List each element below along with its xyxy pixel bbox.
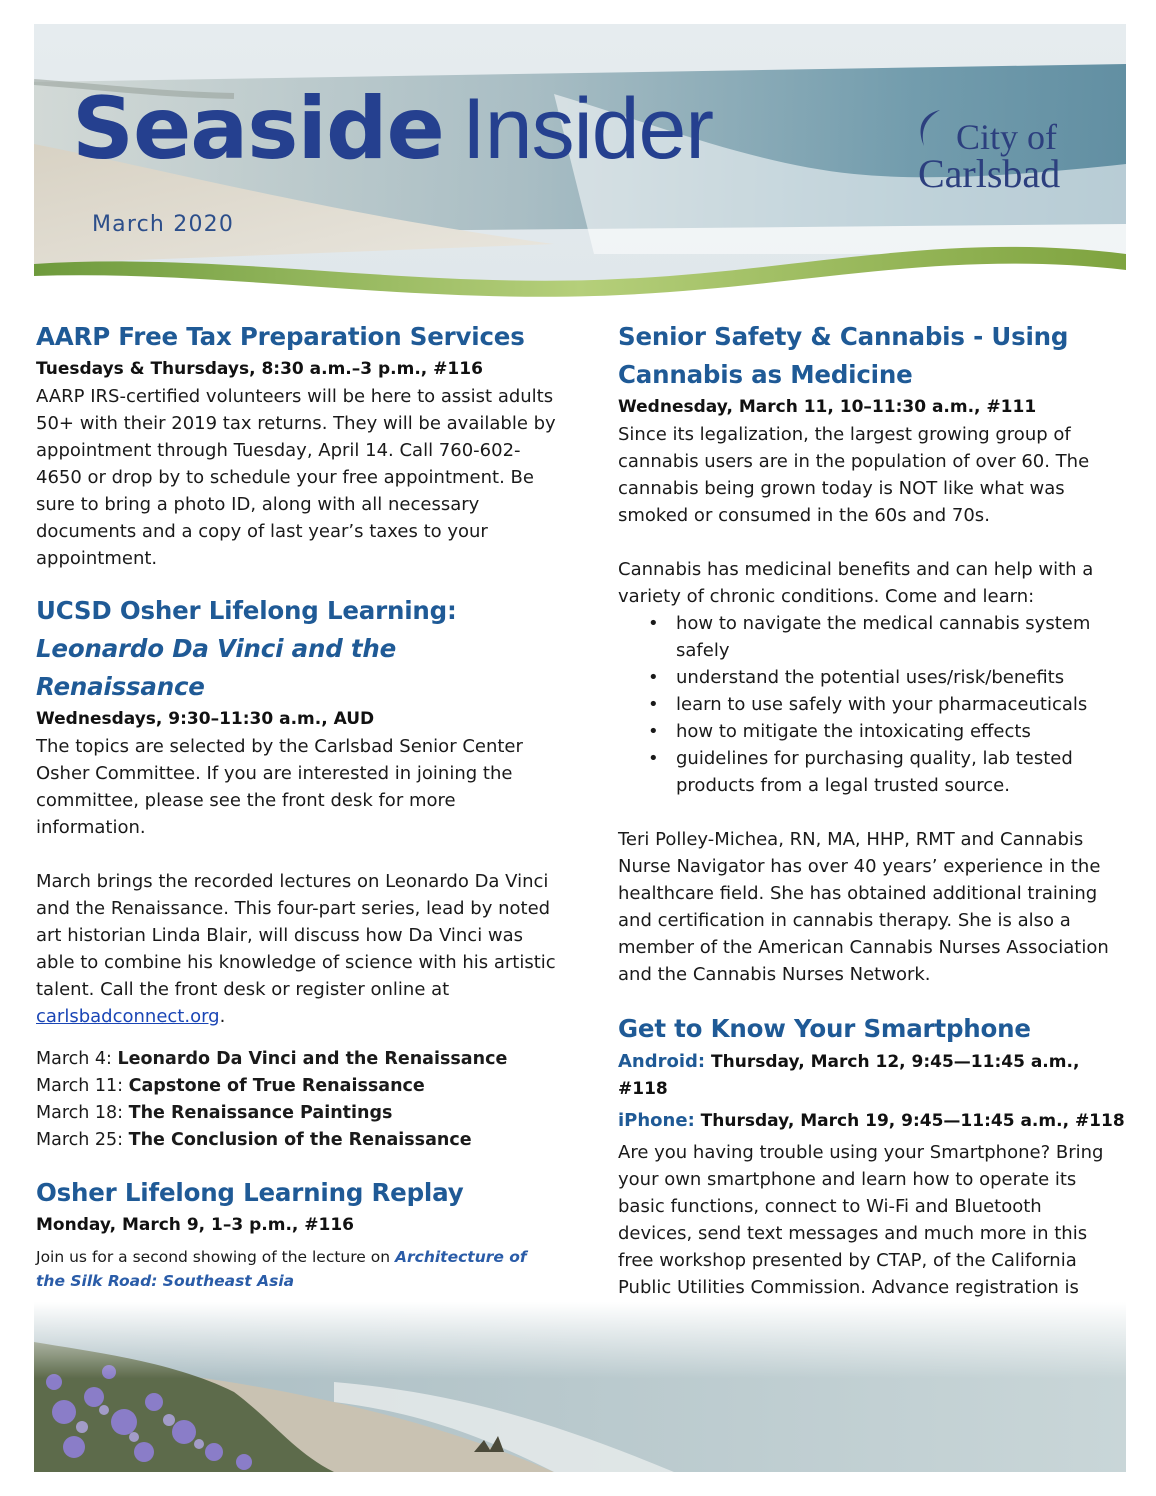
replay-heading: Osher Lifelong Learning Replay bbox=[36, 1178, 464, 1207]
header-banner bbox=[34, 24, 1126, 330]
iphone-label: iPhone: bbox=[618, 1110, 695, 1131]
masthead-title bbox=[72, 79, 713, 179]
osher-body-1: The topics are selected by the Carlsbad Senior Center Osher Committee. If you are interested in joining the committee, please see the front desk for more information. bbox=[36, 736, 523, 838]
city-logo bbox=[914, 108, 1114, 228]
lecture-date: March 25: bbox=[36, 1130, 129, 1150]
aarp-body: AARP IRS-certified volunteers will be here to assist adults 50+ with their 2019 tax returns. They will be available by appointment through Tuesday, April 14. Call 760-602-4650 or drop by to schedule your free appointment. Be sure to bring a photo ID, along with all necessary documents and a copy of last year’s taxes to your appointment. bbox=[36, 386, 556, 569]
list-item: • how to navigate the medical cannabis system safely bbox=[676, 610, 1118, 664]
list-item: • guidelines for purchasing quality, lab tested products from a legal trusted source. bbox=[676, 745, 1118, 799]
aarp-schedule: Tuesdays & Thursdays, 8:30 a.m.–3 p.m., #116 bbox=[36, 359, 483, 379]
cannabis-body-1: Since its legalization, the largest growing group of cannabis users are in the population of over 60. The cannabis being grown today is NOT like what was smoked or consumed in the 60s and 70s. bbox=[618, 424, 1090, 526]
list-item: • how to mitigate the intoxicating effects bbox=[676, 718, 1118, 745]
masthead-title-light: Insider bbox=[461, 81, 713, 177]
android-label: Android: bbox=[618, 1051, 706, 1072]
issue-date: March 2020 bbox=[92, 212, 235, 237]
cannabis-topic-list bbox=[618, 610, 1118, 799]
smartphone-section bbox=[618, 1010, 1125, 1328]
list-item: • learn to use safely with your pharmaceuticals bbox=[676, 691, 1118, 718]
lecture-title: The Conclusion of the Renaissance bbox=[128, 1130, 472, 1150]
logo-text-city-of: City of bbox=[956, 117, 1058, 157]
lecture-date: March 11: bbox=[36, 1076, 129, 1096]
masthead-title-bold: Seaside bbox=[72, 79, 444, 179]
iphone-when: Thursday, March 19, 9:45—11:45 a.m., #118 bbox=[694, 1111, 1125, 1131]
footer-beach-image bbox=[34, 1302, 1126, 1472]
cannabis-schedule: Wednesday, March 11, 10–11:30 a.m., #111 bbox=[618, 397, 1037, 417]
replay-schedule: Monday, March 9, 1–3 p.m., #116 bbox=[36, 1215, 355, 1235]
smartphone-body: Are you having trouble using your Smartphone? Bring your own smartphone and learn how to operate its basic functions, connect to Wi-Fi and Bluetooth devices, send text messages and much more in this free workshop presented by CTAP, of the California Public Utilities Commission. Advance registration is bbox=[618, 1142, 1104, 1298]
logo-swoosh-icon bbox=[914, 108, 944, 150]
osher-heading-plain: UCSD Osher Lifelong Learning: bbox=[36, 596, 457, 625]
lecture-date: March 4: bbox=[36, 1049, 118, 1069]
android-schedule bbox=[618, 1048, 1118, 1103]
lecture-item bbox=[36, 1127, 556, 1154]
replay-section bbox=[36, 1174, 556, 1293]
osher-heading-italic: Leonardo Da Vinci and the Renaissance bbox=[36, 634, 397, 701]
cannabis-body-3: Teri Polley-Michea, RN, MA, HHP, RMT and Cannabis Nurse Navigator has over 40 years’ experience in the healthcare field. She has obtained additional training and certification in cannabis therapy. She is also a member of the American Cannabis Nurses Association and the Cannabis Nurses Network. bbox=[618, 829, 1109, 985]
lecture-item bbox=[36, 1100, 556, 1127]
lecture-title: The Renaissance Paintings bbox=[128, 1103, 393, 1123]
coastline-flowers-image bbox=[34, 1302, 1126, 1472]
android-when: Thursday, March 12, 9:45—11:45 a.m., #118 bbox=[618, 1052, 1080, 1099]
cannabis-heading: Senior Safety & Cannabis - Using Cannabis as Medicine bbox=[618, 322, 1069, 389]
right-column bbox=[618, 318, 1125, 1328]
replay-body-text: Join us for a second showing of the lecture on bbox=[36, 1248, 395, 1266]
iphone-schedule bbox=[618, 1107, 1125, 1135]
replay-body bbox=[36, 1245, 556, 1293]
cannabis-body-2: Cannabis has medicinal benefits and can help with a variety of chronic conditions. Come and learn: bbox=[618, 559, 1094, 607]
lecture-date: March 18: bbox=[36, 1103, 129, 1123]
carlsbadconnect-link[interactable]: carlsbadconnect.org bbox=[36, 1006, 220, 1027]
osher-body-2 bbox=[36, 868, 556, 1030]
smartphone-heading: Get to Know Your Smartphone bbox=[618, 1014, 1031, 1043]
osher-section bbox=[36, 592, 556, 1154]
aarp-section bbox=[36, 318, 556, 572]
logo-text-carlsbad: Carlsbad bbox=[918, 151, 1061, 196]
osher-heading bbox=[36, 592, 556, 706]
lecture-item bbox=[36, 1046, 556, 1073]
lecture-item bbox=[36, 1073, 556, 1100]
cannabis-section bbox=[618, 318, 1118, 988]
list-item: • understand the potential uses/risk/benefits bbox=[676, 664, 1118, 691]
osher-body-2-suffix: . bbox=[219, 1006, 226, 1027]
osher-body-2-text: March brings the recorded lectures on Leonardo Da Vinci and the Renaissance. This four-part series, lead by noted art historian Linda Blair, will discuss how Da Vinci was able to combine his knowledge of science with his artistic talent. Call the front desk or register online at bbox=[36, 871, 556, 1000]
replay-lecture-title: Architecture of the Silk Road: Southeast Asia bbox=[36, 1248, 527, 1290]
lecture-title: Capstone of True Renaissance bbox=[128, 1076, 425, 1096]
lecture-list bbox=[36, 1046, 556, 1154]
lecture-title: Leonardo Da Vinci and the Renaissance bbox=[117, 1049, 508, 1069]
aarp-heading: AARP Free Tax Preparation Services bbox=[36, 322, 525, 351]
left-column bbox=[36, 318, 556, 1293]
osher-schedule: Wednesdays, 9:30–11:30 a.m., AUD bbox=[36, 709, 375, 729]
